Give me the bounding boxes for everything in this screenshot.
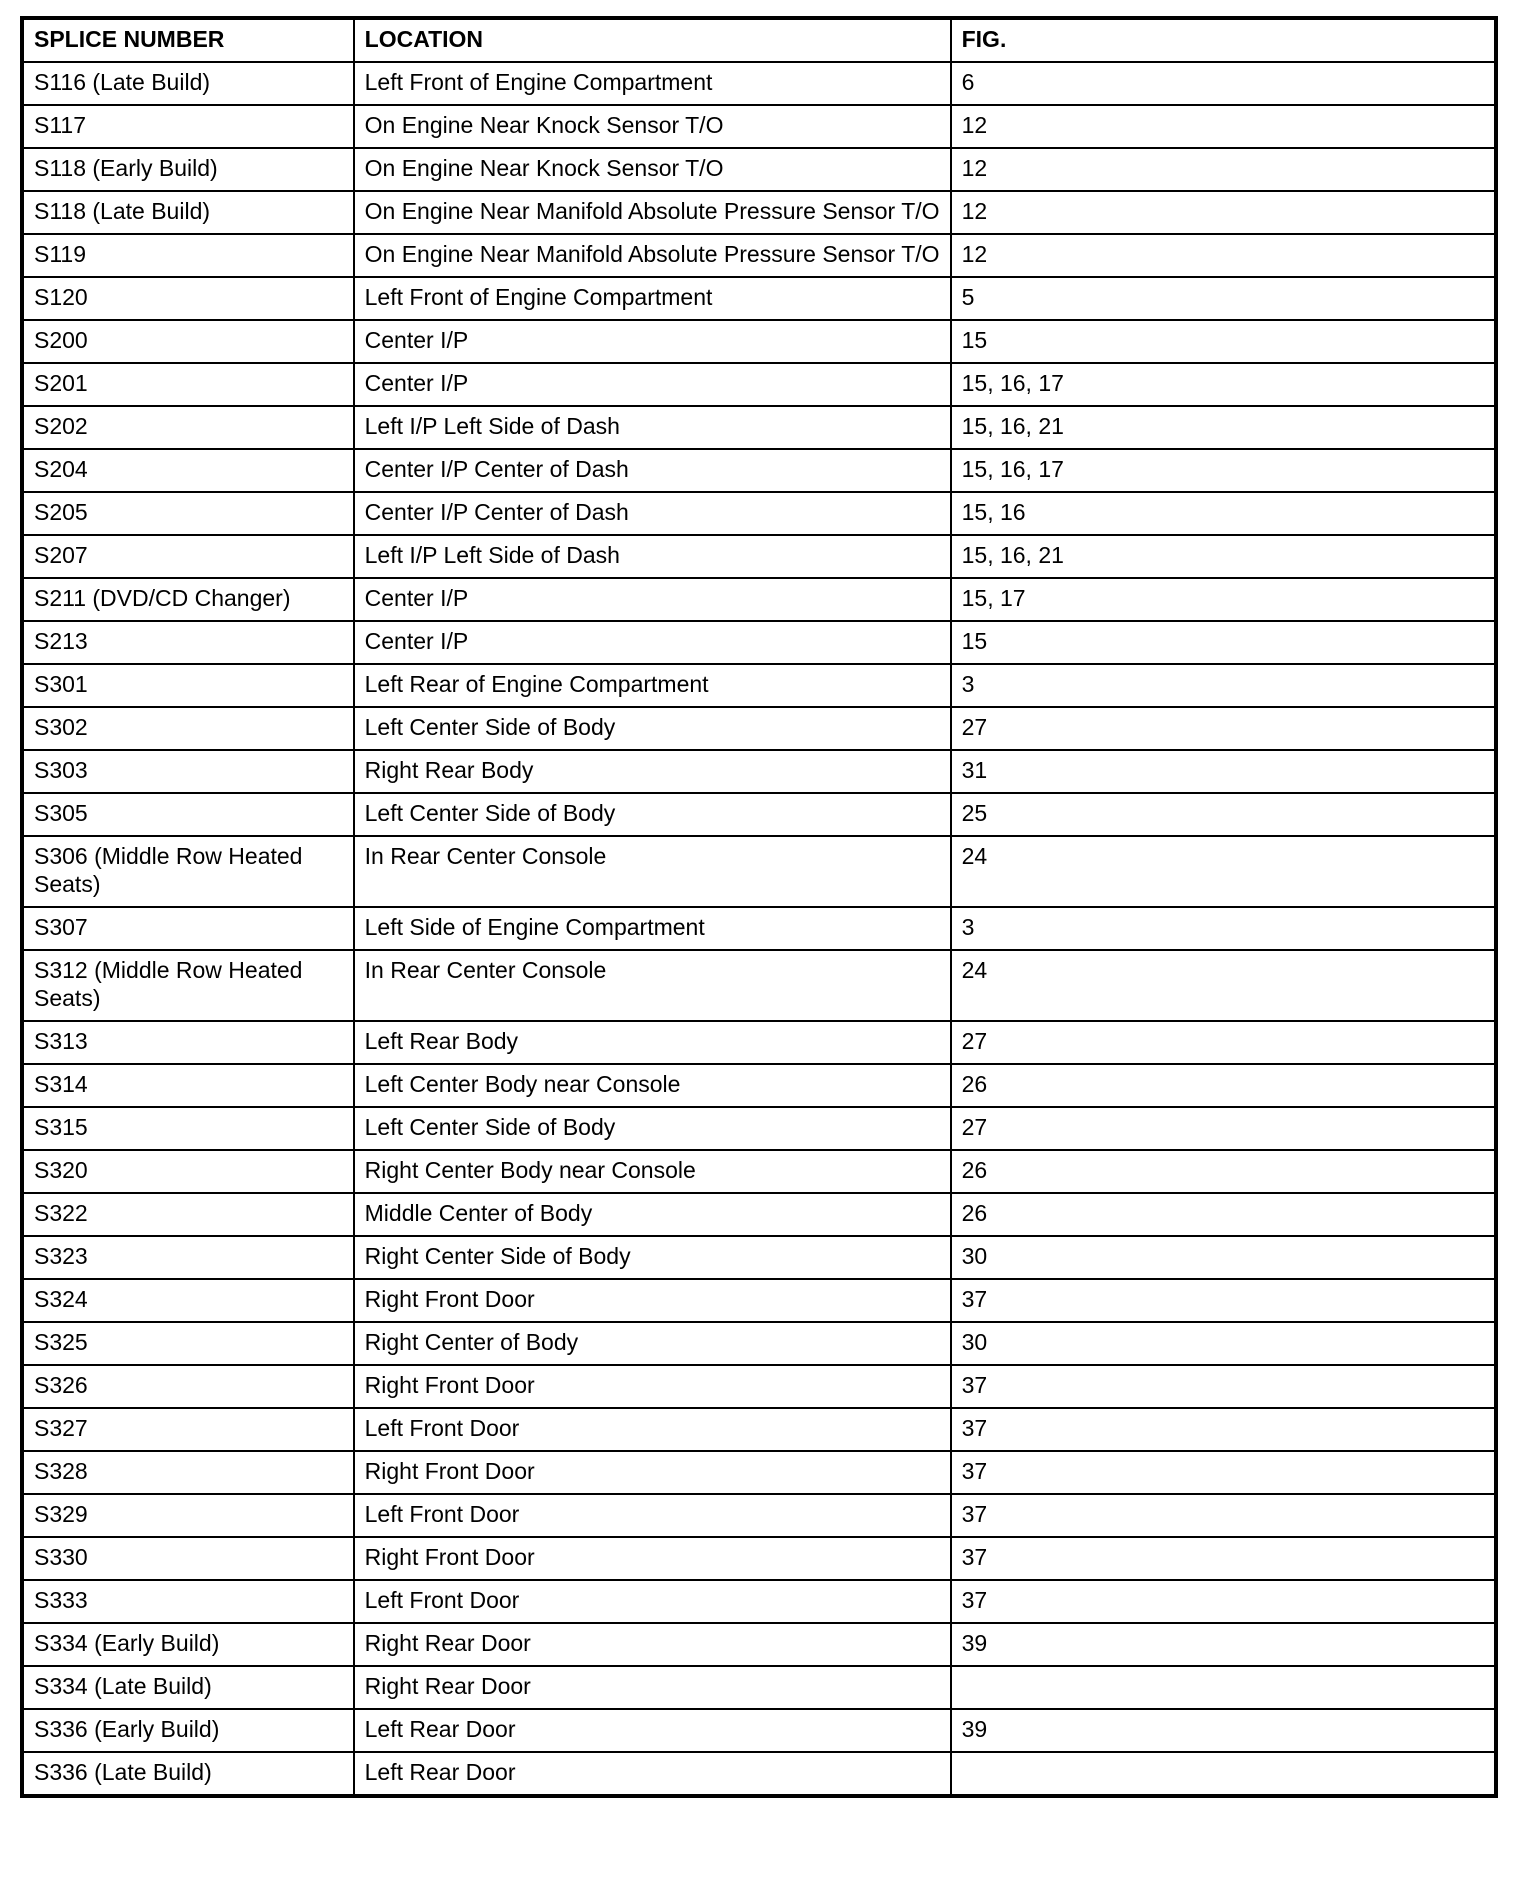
fig-cell: 24 <box>951 836 1496 907</box>
fig-cell: 27 <box>951 1021 1496 1064</box>
fig-cell <box>951 1666 1496 1709</box>
fig-cell <box>951 1752 1496 1796</box>
location-cell: Left Center Side of Body <box>354 707 951 750</box>
fig-cell: 12 <box>951 191 1496 234</box>
splice-number-cell: S328 <box>22 1451 354 1494</box>
table-row <box>22 1580 1496 1623</box>
splice-number-cell: S330 <box>22 1537 354 1580</box>
header-splice-number: SPLICE NUMBER <box>22 18 354 62</box>
fig-cell: 3 <box>951 664 1496 707</box>
splice-number-cell: S305 <box>22 793 354 836</box>
splice-number-cell: S307 <box>22 907 354 950</box>
splice-number-cell: S312 (Middle Row Heated Seats) <box>22 950 354 1021</box>
splice-number-cell: S315 <box>22 1107 354 1150</box>
location-cell: In Rear Center Console <box>354 950 951 1021</box>
location-cell: Left Center Side of Body <box>354 1107 951 1150</box>
location-cell: Right Rear Door <box>354 1666 951 1709</box>
fig-cell: 37 <box>951 1537 1496 1580</box>
fig-cell: 37 <box>951 1365 1496 1408</box>
splice-number-cell: S202 <box>22 406 354 449</box>
splice-number-cell: S336 (Early Build) <box>22 1709 354 1752</box>
location-cell: Right Center of Body <box>354 1322 951 1365</box>
table-row <box>22 1666 1496 1709</box>
table-row <box>22 621 1496 664</box>
splice-number-cell: S118 (Early Build) <box>22 148 354 191</box>
table-row <box>22 664 1496 707</box>
fig-cell: 26 <box>951 1193 1496 1236</box>
splice-number-cell: S326 <box>22 1365 354 1408</box>
splice-number-cell: S207 <box>22 535 354 578</box>
table-row <box>22 1709 1496 1752</box>
location-cell: Center I/P <box>354 320 951 363</box>
splice-number-cell: S303 <box>22 750 354 793</box>
table-row <box>22 1236 1496 1279</box>
fig-cell: 15 <box>951 320 1496 363</box>
splice-number-cell: S333 <box>22 1580 354 1623</box>
table-row <box>22 277 1496 320</box>
location-cell: Left I/P Left Side of Dash <box>354 406 951 449</box>
fig-cell: 26 <box>951 1150 1496 1193</box>
splice-number-cell: S201 <box>22 363 354 406</box>
location-cell: Center I/P <box>354 621 951 664</box>
location-cell: Left Front of Engine Compartment <box>354 277 951 320</box>
location-cell: Right Rear Body <box>354 750 951 793</box>
fig-cell: 25 <box>951 793 1496 836</box>
location-cell: Center I/P Center of Dash <box>354 492 951 535</box>
location-cell: On Engine Near Knock Sensor T/O <box>354 148 951 191</box>
table-row <box>22 1279 1496 1322</box>
table-header-row <box>22 18 1496 62</box>
table-row <box>22 578 1496 621</box>
fig-cell: 26 <box>951 1064 1496 1107</box>
table-row <box>22 535 1496 578</box>
fig-cell: 12 <box>951 234 1496 277</box>
splice-number-cell: S324 <box>22 1279 354 1322</box>
location-cell: Left Front Door <box>354 1580 951 1623</box>
fig-cell: 37 <box>951 1451 1496 1494</box>
location-cell: Right Front Door <box>354 1279 951 1322</box>
table-row <box>22 148 1496 191</box>
location-cell: Left I/P Left Side of Dash <box>354 535 951 578</box>
table-row <box>22 907 1496 950</box>
table-row <box>22 1107 1496 1150</box>
table-row <box>22 191 1496 234</box>
location-cell: Left Rear of Engine Compartment <box>354 664 951 707</box>
splice-number-cell: S205 <box>22 492 354 535</box>
location-cell: Left Rear Door <box>354 1752 951 1796</box>
table-row <box>22 1537 1496 1580</box>
location-cell: Left Front Door <box>354 1408 951 1451</box>
splice-table-body <box>22 62 1496 1796</box>
splice-number-cell: S320 <box>22 1150 354 1193</box>
fig-cell: 37 <box>951 1494 1496 1537</box>
splice-number-cell: S329 <box>22 1494 354 1537</box>
splice-number-cell: S117 <box>22 105 354 148</box>
location-cell: Right Rear Door <box>354 1623 951 1666</box>
location-cell: Left Rear Body <box>354 1021 951 1064</box>
fig-cell: 31 <box>951 750 1496 793</box>
header-location: LOCATION <box>354 18 951 62</box>
table-row <box>22 1193 1496 1236</box>
splice-number-cell: S334 (Late Build) <box>22 1666 354 1709</box>
fig-cell: 15, 16, 21 <box>951 535 1496 578</box>
fig-cell: 15, 16, 17 <box>951 363 1496 406</box>
table-row <box>22 449 1496 492</box>
fig-cell: 15, 16, 21 <box>951 406 1496 449</box>
location-cell: On Engine Near Manifold Absolute Pressure Sensor T/O <box>354 234 951 277</box>
table-row <box>22 1494 1496 1537</box>
location-cell: Left Front Door <box>354 1494 951 1537</box>
splice-number-cell: S200 <box>22 320 354 363</box>
table-row <box>22 1752 1496 1796</box>
fig-cell: 15 <box>951 621 1496 664</box>
splice-number-cell: S118 (Late Build) <box>22 191 354 234</box>
table-row <box>22 1408 1496 1451</box>
location-cell: Center I/P <box>354 578 951 621</box>
table-row <box>22 320 1496 363</box>
fig-cell: 5 <box>951 277 1496 320</box>
fig-cell: 15, 16, 17 <box>951 449 1496 492</box>
fig-cell: 37 <box>951 1279 1496 1322</box>
splice-number-cell: S211 (DVD/CD Changer) <box>22 578 354 621</box>
location-cell: On Engine Near Knock Sensor T/O <box>354 105 951 148</box>
fig-cell: 39 <box>951 1709 1496 1752</box>
splice-number-cell: S301 <box>22 664 354 707</box>
fig-cell: 12 <box>951 105 1496 148</box>
table-row <box>22 62 1496 105</box>
fig-cell: 30 <box>951 1322 1496 1365</box>
header-fig: FIG. <box>951 18 1496 62</box>
fig-cell: 27 <box>951 707 1496 750</box>
splice-number-cell: S313 <box>22 1021 354 1064</box>
table-row <box>22 707 1496 750</box>
table-row <box>22 363 1496 406</box>
table-row <box>22 1623 1496 1666</box>
splice-number-cell: S302 <box>22 707 354 750</box>
table-row <box>22 1322 1496 1365</box>
fig-cell: 39 <box>951 1623 1496 1666</box>
splice-number-cell: S116 (Late Build) <box>22 62 354 105</box>
location-cell: Left Rear Door <box>354 1709 951 1752</box>
splice-number-cell: S120 <box>22 277 354 320</box>
splice-number-cell: S336 (Late Build) <box>22 1752 354 1796</box>
table-row <box>22 1021 1496 1064</box>
splice-number-cell: S334 (Early Build) <box>22 1623 354 1666</box>
location-cell: Left Center Side of Body <box>354 793 951 836</box>
splice-number-cell: S119 <box>22 234 354 277</box>
fig-cell: 30 <box>951 1236 1496 1279</box>
splice-number-cell: S213 <box>22 621 354 664</box>
splice-number-cell: S323 <box>22 1236 354 1279</box>
location-cell: Left Side of Engine Compartment <box>354 907 951 950</box>
splice-number-cell: S306 (Middle Row Heated Seats) <box>22 836 354 907</box>
table-row <box>22 1451 1496 1494</box>
splice-number-cell: S322 <box>22 1193 354 1236</box>
table-row <box>22 406 1496 449</box>
location-cell: Middle Center of Body <box>354 1193 951 1236</box>
splice-number-cell: S325 <box>22 1322 354 1365</box>
table-row <box>22 1365 1496 1408</box>
location-cell: Right Center Body near Console <box>354 1150 951 1193</box>
fig-cell: 12 <box>951 148 1496 191</box>
location-cell: Right Front Door <box>354 1451 951 1494</box>
location-cell: On Engine Near Manifold Absolute Pressure Sensor T/O <box>354 191 951 234</box>
fig-cell: 37 <box>951 1408 1496 1451</box>
location-cell: Right Front Door <box>354 1365 951 1408</box>
table-row <box>22 1150 1496 1193</box>
fig-cell: 6 <box>951 62 1496 105</box>
location-cell: Right Center Side of Body <box>354 1236 951 1279</box>
location-cell: Left Front of Engine Compartment <box>354 62 951 105</box>
fig-cell: 15, 17 <box>951 578 1496 621</box>
fig-cell: 27 <box>951 1107 1496 1150</box>
table-row <box>22 105 1496 148</box>
location-cell: Right Front Door <box>354 1537 951 1580</box>
location-cell: Center I/P Center of Dash <box>354 449 951 492</box>
fig-cell: 24 <box>951 950 1496 1021</box>
fig-cell: 3 <box>951 907 1496 950</box>
table-row <box>22 836 1496 907</box>
splice-number-cell: S327 <box>22 1408 354 1451</box>
table-row <box>22 750 1496 793</box>
location-cell: Center I/P <box>354 363 951 406</box>
splice-table <box>20 16 1498 1798</box>
splice-number-cell: S204 <box>22 449 354 492</box>
splice-number-cell: S314 <box>22 1064 354 1107</box>
location-cell: Left Center Body near Console <box>354 1064 951 1107</box>
table-row <box>22 950 1496 1021</box>
location-cell: In Rear Center Console <box>354 836 951 907</box>
table-row <box>22 793 1496 836</box>
table-row <box>22 234 1496 277</box>
table-row <box>22 1064 1496 1107</box>
fig-cell: 15, 16 <box>951 492 1496 535</box>
table-row <box>22 492 1496 535</box>
fig-cell: 37 <box>951 1580 1496 1623</box>
